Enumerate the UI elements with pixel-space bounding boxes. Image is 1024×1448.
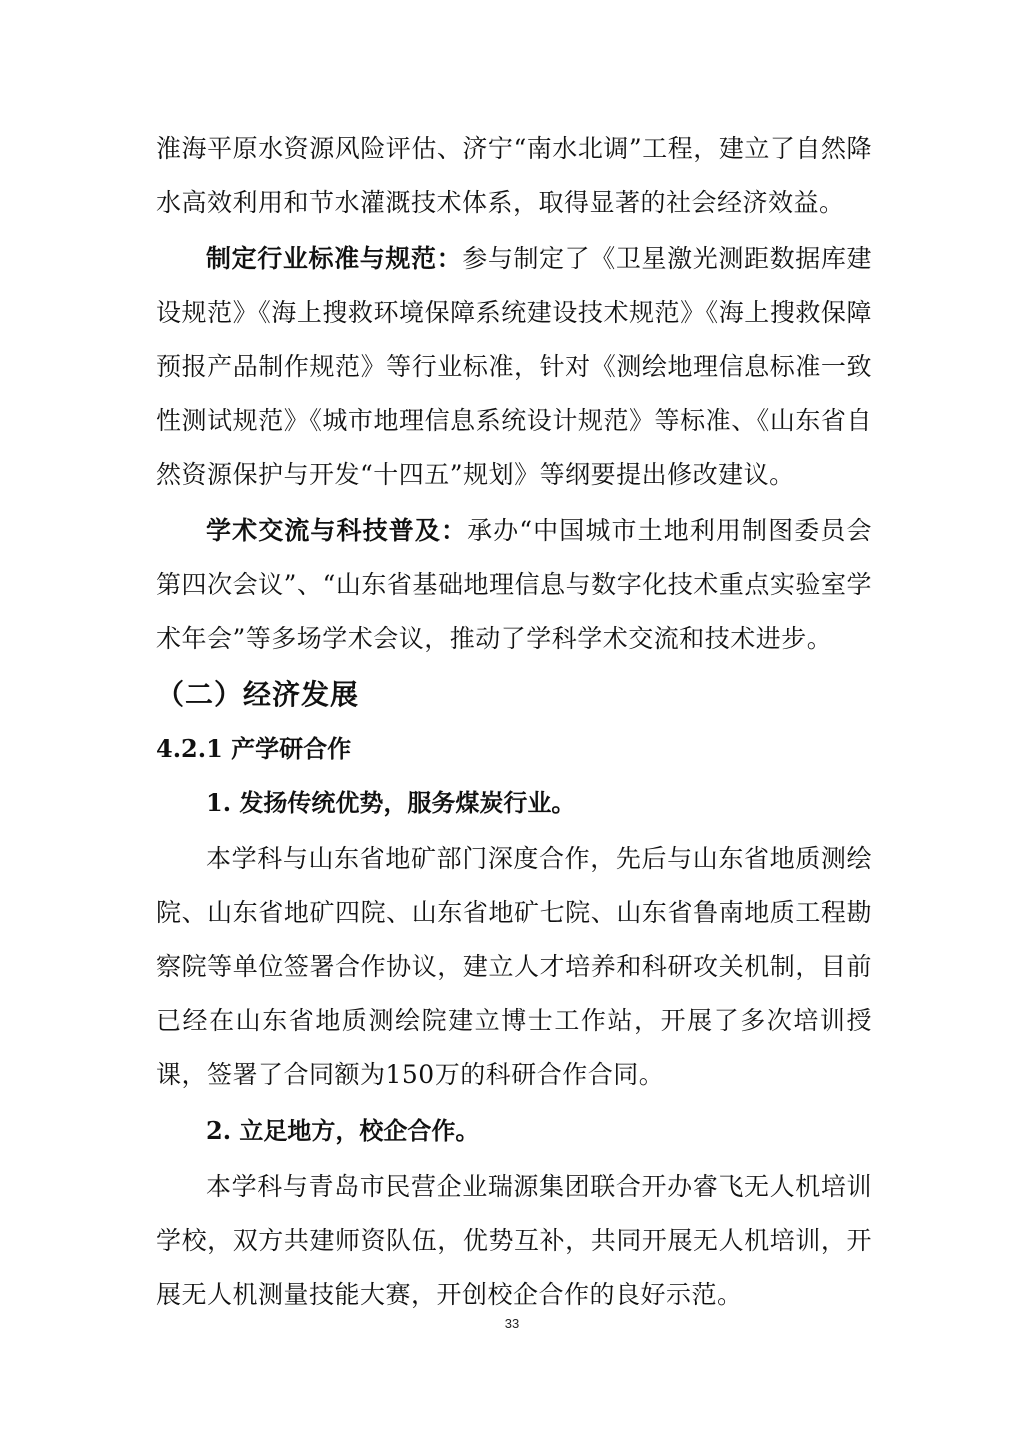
paragraph-label: 学术交流与科技普及： <box>206 516 468 545</box>
section-heading: （二）经济发展 <box>156 678 360 711</box>
paragraph-text: 参与制定了《卫星激光测距数据库建设规范》《海上搜救环境保障系统建设技术规范》《海上搜救保障预报产品制作规范》等行业标准，针对《测绘地理信息标准一致性测试规范》《城市地理信息系统设计规范》等标准、《山东省自然资源保护与开发“十四五”规划》等纲要提出修改建议。 <box>156 244 872 489</box>
paragraph-industry-standards <box>156 232 872 502</box>
subsection-heading: 4.2.1 产学研合作 <box>156 734 352 763</box>
paragraph-academic-exchange <box>156 504 872 666</box>
item-body: 本学科与山东省地矿部门深度合作，先后与山东省地质测绘院、山东省地矿四院、山东省地矿七院、山东省鲁南地质工程勘察院等单位签署合作协议，建立人才培养和科研攻关机制，目前已经在山东省地质测绘院建立博士工作站，开展了多次培训授课，签署了合同额为150万的科研合作合同。 <box>156 844 872 1089</box>
item-title: 1. 发扬传统优势，服务煤炭行业。 <box>206 788 576 817</box>
item-title: 2. 立足地方，校企合作。 <box>206 1116 480 1145</box>
paragraph-label: 制定行业标准与规范： <box>206 244 463 273</box>
paragraph-water-resources: 淮海平原水资源风险评估、济宁“南水北调”工程，建立了自然降水高效利用和节水灌溉技术体系，取得显著的社会经济效益。 <box>156 134 872 217</box>
item-body: 本学科与青岛市民营企业瑞源集团联合开办睿飞无人机培训学校，双方共建师资队伍，优势互补，共同开展无人机培训，开展无人机测量技能大赛，开创校企合作的良好示范。 <box>156 1172 872 1309</box>
page-number: 33 <box>504 1316 520 1331</box>
paragraph-text: 承办“中国城市土地利用制图委员会第四次会议”、“山东省基础地理信息与数字化技术重点实验室学术年会”等多场学术会议，推动了学科学术交流和技术进步。 <box>156 516 872 653</box>
document-body <box>156 122 872 1324</box>
